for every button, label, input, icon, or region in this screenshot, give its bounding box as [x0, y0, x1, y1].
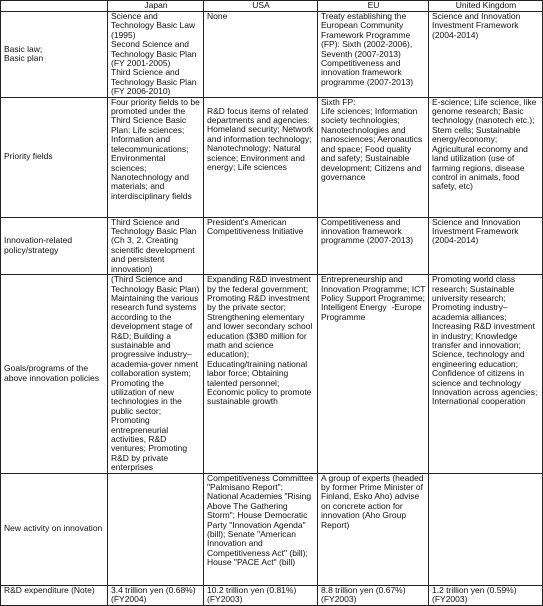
cell-japan-innovation-policy: Third Science and Technology Basic Plan (Ch 3, 2. Creating scientific development and persistent innovation) — [108, 217, 204, 274]
cell-usa-priority-fields: R&D focus items of related departments and agencies: Homeland security; Network and information technology; Nanotechnology; Natural science; Environment and energy; Life sciences — [204, 97, 318, 217]
header-usa: USA — [204, 1, 318, 12]
cell-uk-innovation-policy: Science and Innovation Investment Framework (2004-2014) — [429, 217, 543, 274]
cell-japan-new-activity — [108, 473, 204, 585]
cell-japan-rd-expenditure: 3.4 trillion yen (0.68%) (FY2004) — [108, 585, 204, 605]
cell-eu-priority-fields: Sixth FP: Life sciences; Information society technologies; Nanotechnologies and nanosciences; Aeronautics and space; Food quality and safety; Sustainable development; Citizens and governance — [318, 97, 429, 217]
cell-uk-new-activity — [429, 473, 543, 585]
row-label-basic-law: Basic law; Basic plan — [1, 12, 108, 98]
table-row-priority-fields — [1, 97, 543, 217]
cell-japan-goals-programs: (Third Science and Technology Basic Plan) Maintaining the various research fund systems according to the development stage of R&D; Building a sustainable and progressive industry–academia-gover nment collaboration system; Promoting the utilization of new technologies in the public sector; Promoting entrepreneurial activities, R&D ventures; Promoting R&D by private enterprises — [108, 275, 204, 474]
header-united-kingdom: United Kingdom — [429, 1, 543, 12]
row-label-innovation-policy: Innovation-related policy/strategy — [1, 217, 108, 274]
table-row-innovation-policy — [1, 217, 543, 274]
cell-uk-basic-law: Science and Innovation Investment Framework (2004-2014) — [429, 12, 543, 98]
cell-eu-new-activity: A group of experts (headed by former Prime Minister of Finland, Esko Aho) advise on concrete action for innovation (Aho Group Report) — [318, 473, 429, 585]
cell-uk-priority-fields: E-science; Life science, like genome research; Basic technology (nanotech etc.); Stem cells; Sustainable energy/economy; Agricultural economy and land utilization (use of farming regions, disease control in animals, food safety, etc) — [429, 97, 543, 217]
table-row-new-activity — [1, 473, 543, 585]
cell-japan-priority-fields: Four priority fields to be promoted under the Third Science Basic Plan: Life sciences; Information and telecommunications; Environmental sciences; Nanotechnology and materials; and interdisciplinary fields — [108, 97, 204, 217]
cell-usa-basic-law: None — [204, 12, 318, 98]
table-row-rd-expenditure — [1, 585, 543, 605]
header-row — [1, 1, 543, 12]
cell-usa-new-activity: Competitiveness Committee "Palmisano Report"; National Academies "Rising Above The Gathering Storm"; House Democratic Party "Innovation Agenda"(bill); Senate "American Innovation and Competitiveness Act" (bill); House "PACE Act" (bill) — [204, 473, 318, 585]
table-row-basic-law — [1, 12, 543, 98]
cell-eu-innovation-policy: Competitiveness and innovation framework programme (2007-2013) — [318, 217, 429, 274]
cell-eu-goals-programs: Entrepreneurship and Innovation Programme; ICT Policy Support Programme; Intelligent Energy -Europe Programme — [318, 275, 429, 474]
cell-uk-goals-programs: Promoting world class research; Sustainable university research; Promoting industry–academia alliances; Increasing R&D investment in industry; Knowledge transfer and innovation; Science, technology and engineering education; Confidence of citizens in science and technology Innovation across agencies; International cooperation — [429, 275, 543, 474]
header-corner — [1, 1, 108, 12]
cell-japan-basic-law: Science and Technology Basic Law (1995) Second Science and Technology Basic Plan (FY 2001-2005) Third Science and Technology Basic Plan (FY 2006-2010) — [108, 12, 204, 98]
cell-eu-rd-expenditure: 8.8 trillion yen (0.67%) (FY2003) — [318, 585, 429, 605]
cell-eu-basic-law: Treaty establishing the European Community Framework Programme (FP): Sixth (2002-2006), Seventh (2007-2013) Competitiveness and innovation framework programme (2007-2013) — [318, 12, 429, 98]
header-japan: Japan — [108, 1, 204, 12]
row-label-rd-expenditure: R&D expenditure (Note) — [1, 585, 108, 605]
row-label-priority-fields: Priority fields — [1, 97, 108, 217]
row-label-goals-programs: Goals/programs of the above innovation policies — [1, 275, 108, 474]
cell-usa-rd-expenditure: 10.2 trillion yen (0.81%) (FY2003) — [204, 585, 318, 605]
table-row-goals-programs — [1, 275, 543, 474]
cell-usa-goals-programs: Expanding R&D investment by the federal government; Promoting R&D investment by the private sector; Strengthening elementary and lower secondary school education ($380 million for math and science education); Educating/training national labor force; Obtaining talented personnel; Economic policy to promote sustainable growth — [204, 275, 318, 474]
header-eu: EU — [318, 1, 429, 12]
row-label-new-activity: New activity on innovation — [1, 473, 108, 585]
cell-uk-rd-expenditure: 1.2 trillion yen (0.59%) (FY2003) — [429, 585, 543, 605]
cell-usa-innovation-policy: President's American Competitiveness Initiative — [204, 217, 318, 274]
